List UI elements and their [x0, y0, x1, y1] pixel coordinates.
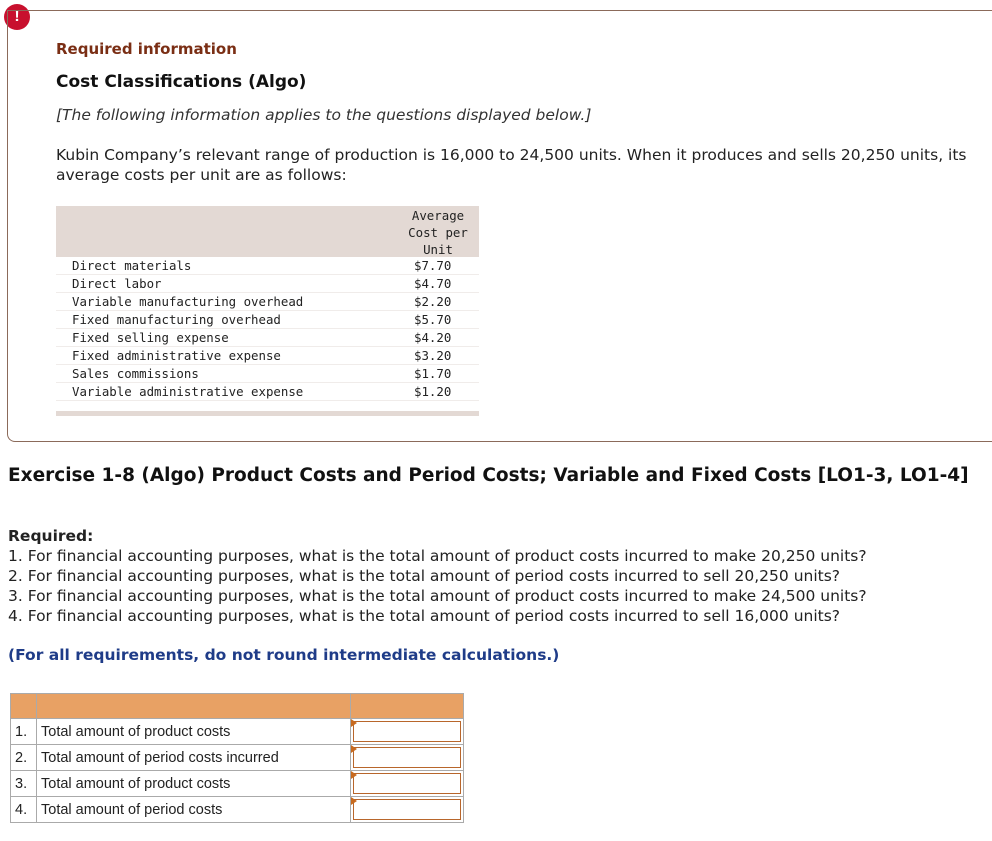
header-line: Cost per	[408, 225, 468, 240]
answer-table	[10, 693, 464, 823]
row-label: Total amount of period costs incurred	[37, 745, 351, 771]
cost-row	[56, 275, 479, 293]
cost-row	[56, 293, 479, 311]
flag-icon	[351, 797, 357, 805]
cost-label: Fixed administrative expense	[72, 348, 281, 363]
answer-row	[11, 719, 464, 745]
cost-value: $2.20	[414, 294, 452, 309]
question-item: 3. For financial accounting purposes, what is the total amount of product costs incurred to make 24,500 units?	[8, 587, 867, 605]
answer-table-header	[11, 694, 464, 719]
header-cell	[37, 694, 351, 719]
cost-row	[56, 365, 479, 383]
cost-label: Variable manufacturing overhead	[72, 294, 304, 309]
flag-icon	[351, 771, 357, 779]
required-info-heading: Required information	[56, 40, 237, 58]
answer-input-1[interactable]	[353, 721, 461, 742]
flag-icon	[351, 745, 357, 753]
cost-value: $1.20	[414, 384, 452, 399]
flag-icon	[351, 719, 357, 727]
row-number: 3.	[11, 771, 37, 797]
answer-row	[11, 745, 464, 771]
exclamation-icon: !	[4, 4, 30, 30]
cost-value: $1.70	[414, 366, 452, 381]
intro-text: Kubin Company’s relevant range of production is 16,000 to 24,500 units. When it produces and sells 20,250 units, its average costs per unit are as follows:	[56, 146, 967, 184]
cost-row	[56, 311, 479, 329]
row-label: Total amount of period costs	[37, 797, 351, 823]
required-questions	[8, 526, 867, 626]
answer-input-3[interactable]	[353, 773, 461, 794]
question-item: 4. For financial accounting purposes, what is the total amount of period costs incurred to sell 16,000 units?	[8, 607, 841, 625]
cost-value: $4.20	[414, 330, 452, 345]
header-cell	[351, 694, 464, 719]
cost-label: Variable administrative expense	[72, 384, 304, 399]
row-number: 1.	[11, 719, 37, 745]
cost-value: $5.70	[414, 312, 452, 327]
cost-label: Sales commissions	[72, 366, 199, 381]
answer-cell	[351, 797, 464, 823]
cost-table	[56, 206, 479, 416]
cost-value: $4.70	[414, 276, 452, 291]
required-label: Required:	[8, 527, 94, 545]
cost-table-header	[56, 206, 479, 257]
cost-value: $3.20	[414, 348, 452, 363]
row-label: Total amount of product costs	[37, 719, 351, 745]
header-line: Average	[411, 208, 465, 223]
cost-row	[56, 257, 479, 275]
header-line: Unit	[423, 242, 453, 257]
cost-label: Fixed manufacturing overhead	[72, 312, 281, 327]
cost-row	[56, 347, 479, 365]
row-number: 2.	[11, 745, 37, 771]
cost-label: Direct labor	[72, 276, 162, 291]
cost-row	[56, 383, 479, 401]
cost-label: Fixed selling expense	[72, 330, 229, 345]
answer-cell	[351, 745, 464, 771]
cost-table-footer	[56, 411, 479, 416]
applies-note: [The following information applies to the questions displayed below.]	[56, 106, 592, 124]
answer-cell	[351, 719, 464, 745]
answer-row	[11, 797, 464, 823]
cost-row	[56, 329, 479, 347]
answer-cell	[351, 771, 464, 797]
rounding-note: (For all requirements, do not round intermediate calculations.)	[8, 646, 560, 664]
question-item: 1. For financial accounting purposes, what is the total amount of product costs incurred to make 20,250 units?	[8, 547, 867, 565]
answer-input-2[interactable]	[353, 747, 461, 768]
header-cell	[11, 694, 37, 719]
row-number: 4.	[11, 797, 37, 823]
average-cost-header	[398, 207, 478, 258]
exercise-title: Exercise 1-8 (Algo) Product Costs and Period Costs; Variable and Fixed Costs [LO1-3, LO1-4]	[8, 465, 969, 486]
cost-classifications-title: Cost Classifications (Algo)	[56, 72, 307, 92]
question-item: 2. For financial accounting purposes, what is the total amount of period costs incurred to sell 20,250 units?	[8, 567, 841, 585]
row-label: Total amount of product costs	[37, 771, 351, 797]
answer-row	[11, 771, 464, 797]
answer-input-4[interactable]	[353, 799, 461, 820]
cost-value: $7.70	[414, 258, 452, 273]
cost-label: Direct materials	[72, 258, 192, 273]
